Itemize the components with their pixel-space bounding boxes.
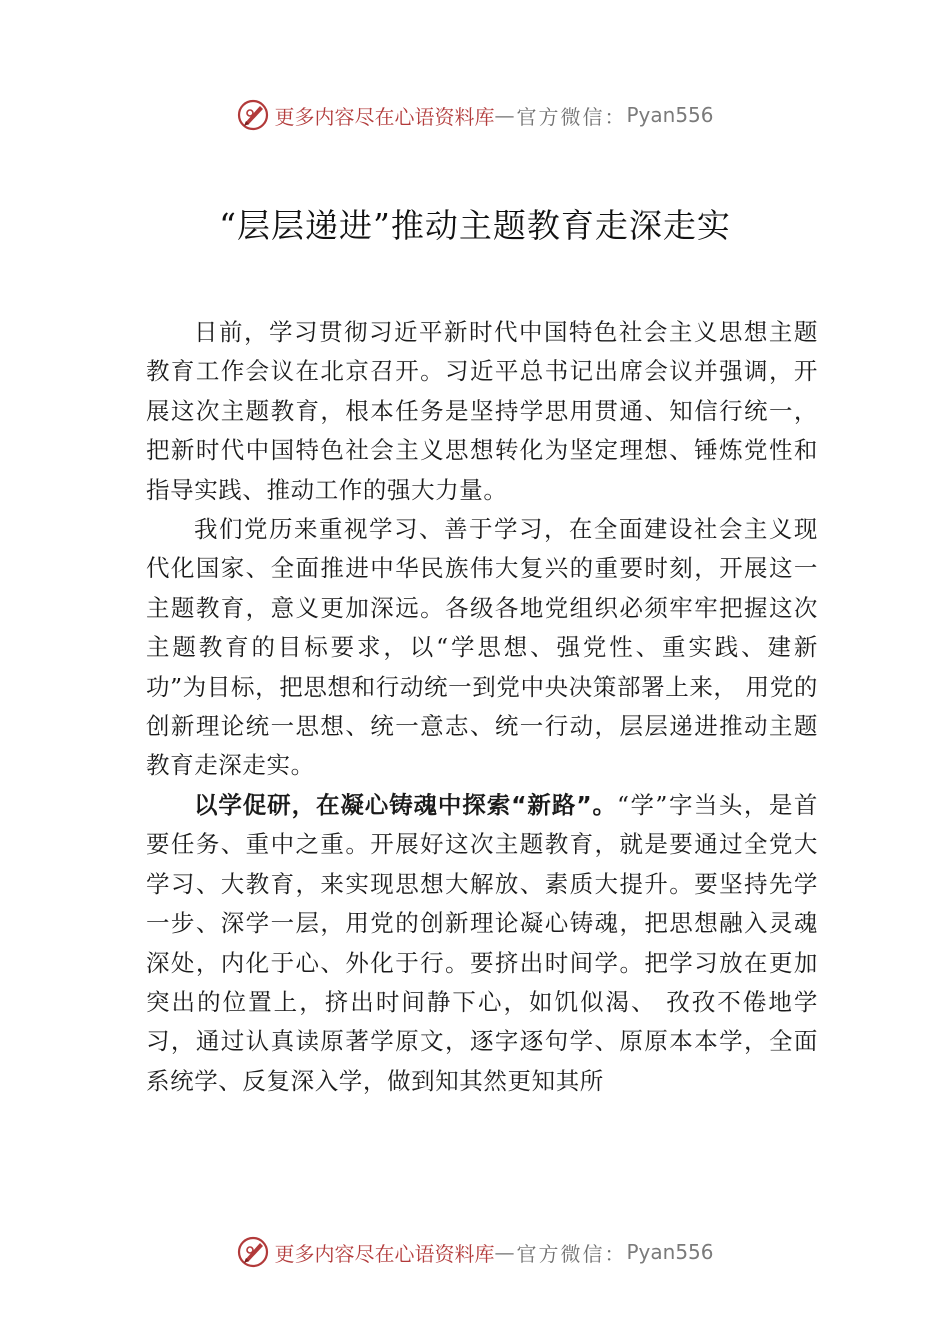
banner-brand-text: 更多内容尽在心语资料库 [274,104,495,129]
paragraph-3 [146,786,818,1101]
paragraph-1: 日前，学习贯彻习近平新时代中国特色社会主义思想主题教育工作会议在北京召开。习近平总书记出席会议并强调，开展这次主题教育，根本任务是坚持学思用贯通、知信行统一，把新时代中国特色社会主义思想转化为坚定理想、锤炼党性和指导实践、推动工作的强大力量。 [146,318,818,504]
paragraph-3-text: “学”字当头，是首要任务、重中之重。开展好这次主题教育，就是要通过全党大学习、大教育，来实现思想大解放、素质大提升。要坚持先学一步、深学一层，用党的创新理论凝心铸魂，把思想融入灵魂深处，内化于心、外化于行。要挤出时间学。把学习放在更加突出的位置上，挤出时间静下心，如饥似渴、 孜孜不倦地学习，通过认真读原著学原文，逐字逐句学、原原本本学，全面系统学、反复深入学，做到知其然更知其所 [146,790,818,1095]
banner-wechat-label: 官方微信： [516,104,627,129]
footer-wechat-label: 官方微信： [516,1241,627,1266]
header-banner [0,95,950,135]
footer-dash: — [494,1240,517,1264]
document-title: “层层递进”推动主题教育走深走实 [219,206,731,245]
paragraph-3-lead: 以学促研，在凝心铸魂中探索“新路”。 [194,790,617,819]
footer-wechat-id: Pyan556 [626,1240,714,1264]
banner-wechat-id: Pyan556 [626,103,714,127]
pen-circle-icon [236,98,270,132]
footer-banner [0,1232,950,1272]
document-body [146,313,818,1101]
footer-brand-text: 更多内容尽在心语资料库 [274,1241,495,1266]
banner-dash: — [494,103,517,127]
pen-circle-icon [236,1235,270,1269]
paragraph-2: 我们党历来重视学习、善于学习，在全面建设社会主义现代化国家、全面推进中华民族伟大复兴的重要时刻，开展这一主题教育，意义更加深远。各级各地党组织必须牢牢把握这次主题教育的目标要求，以“学思想、强党性、重实践、建新功”为目标，把思想和行动统一到党中央决策部署上来， 用党的创新理论统一思想、统一意志、统一行动，层层递进推动主题教育走深走实。 [146,515,818,780]
